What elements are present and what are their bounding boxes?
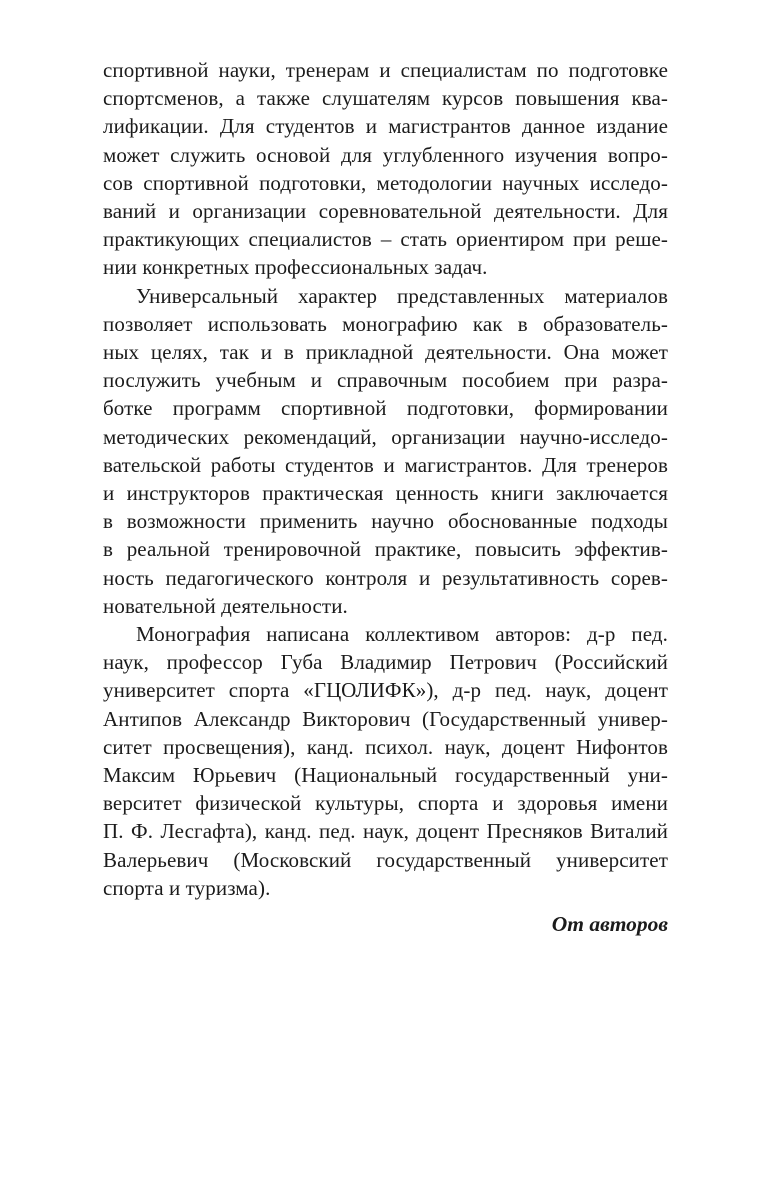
text-line: П. Ф. Лесгафта), канд. пед. наук, доцент Пресняков Виталий <box>103 819 668 844</box>
text-line: лификации. Для студентов и магистрантов данное издание <box>103 114 668 139</box>
text-line: ваний и организации соревновательной деятельности. Для <box>103 199 668 224</box>
text-line: верситет физической культуры, спорта и здоровья имени <box>103 791 668 816</box>
text-line: спортсменов, а также слушателям курсов повышения ква- <box>103 86 668 111</box>
text-line: спортивной науки, тренерам и специалистам по подготовке <box>103 58 668 82</box>
text-line: практикующих специалистов – стать ориентиром при реше- <box>103 227 668 252</box>
text-line: в реальной тренировочной практике, повысить эффектив- <box>103 537 668 562</box>
text-line: может служить основой для углубленного изучения вопро- <box>103 142 668 167</box>
text-line: Максим Юрьевич (Национальный государственный уни- <box>103 763 668 788</box>
text-line: Валерьевич (Московский государственный университет <box>103 847 668 872</box>
text-line: Универсальный характер представленных материалов <box>136 283 668 308</box>
text-line: Монография написана коллективом авторов: д-р пед. <box>136 622 668 647</box>
text-line: ситет просвещения), канд. психол. наук, доцент Нифонтов <box>103 734 668 759</box>
text-line: спорта и туризма). <box>103 875 271 900</box>
text-line: в возможности применить научно обоснованные подходы <box>103 509 668 534</box>
text-line: позволяет использовать монографию как в образователь- <box>103 311 668 336</box>
text-line: ных целях, так и в прикладной деятельности. Она может <box>103 340 668 365</box>
text-line: вательской работы студентов и магистрантов. Для тренеров <box>103 452 668 477</box>
text-line: университет спорта «ГЦОЛИФК»), д-р пед. наук, доцент <box>103 678 668 703</box>
text-line: сов спортивной подготовки, методологии научных исследо- <box>103 170 668 195</box>
authors-signature: От авторов <box>551 912 668 937</box>
text-line: ность педагогического контроля и результативность сорев- <box>103 565 668 590</box>
page-text-block <box>103 56 668 938</box>
text-line: методических рекомендаций, организации научно-исследо- <box>103 424 668 449</box>
paragraph <box>103 620 668 902</box>
paragraph <box>103 56 668 282</box>
text-line: новательной деятельности. <box>103 593 348 618</box>
text-line: ботке программ спортивной подготовки, формировании <box>103 396 668 421</box>
text-line: нии конкретных профессиональных задач. <box>103 255 488 280</box>
paragraph <box>103 282 668 620</box>
text-line: и инструкторов практическая ценность книги заключается <box>103 481 668 506</box>
text-line: Антипов Александр Викторович (Государственный универ- <box>103 706 668 731</box>
text-line: наук, профессор Губа Владимир Петрович (Российский <box>103 650 668 675</box>
body-paragraphs <box>103 56 668 902</box>
text-line: послужить учебным и справочным пособием при разра- <box>103 368 668 393</box>
